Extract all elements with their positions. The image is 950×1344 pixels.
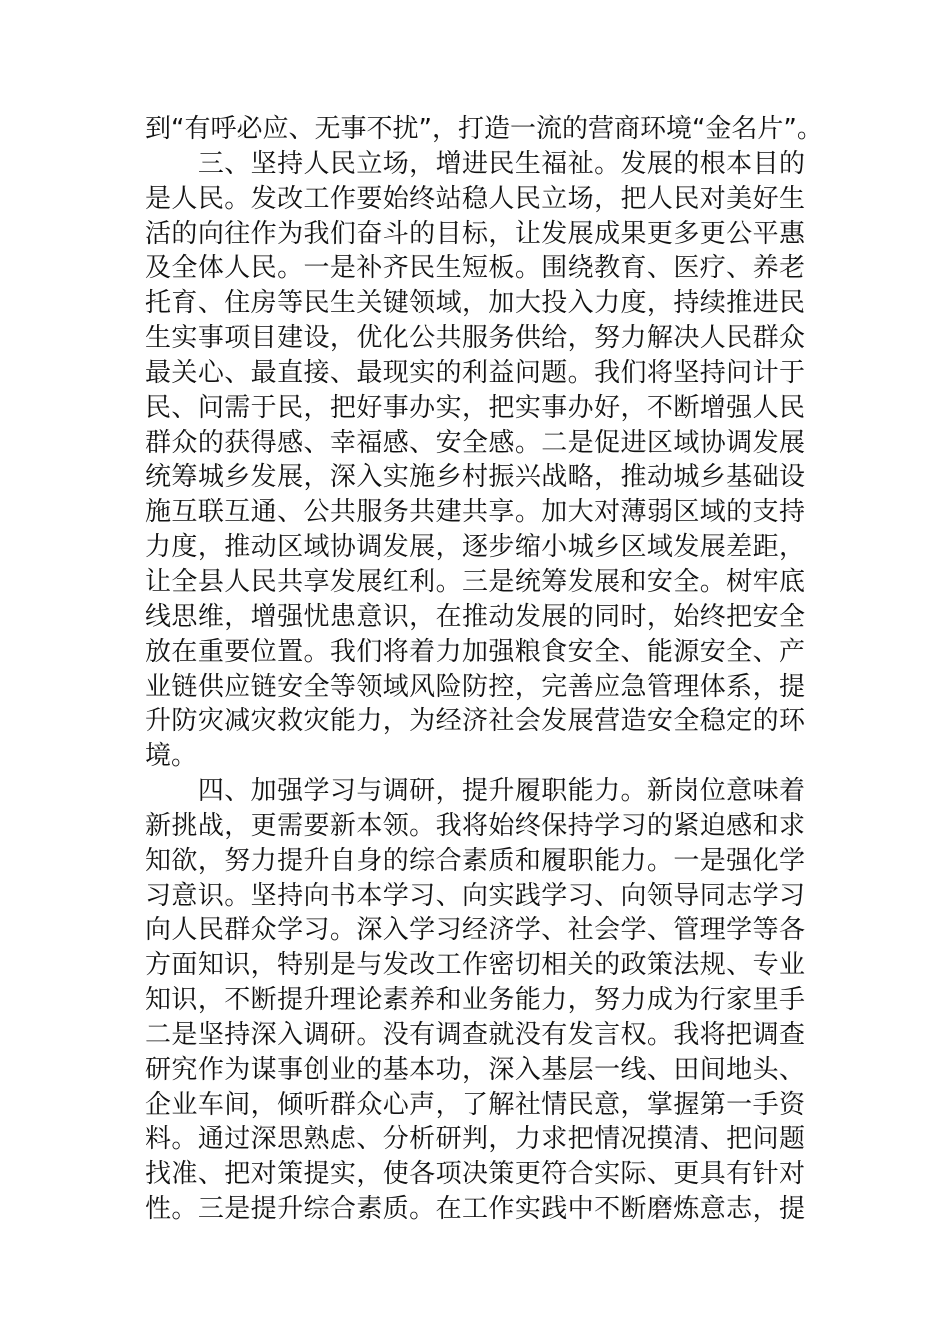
text-line: 放在重要位置。我们将着力加强粮食安全、能源安全、产: [145, 636, 805, 667]
text-line: 知欲，努力提升自身的综合素质和履职能力。一是强化学: [145, 845, 805, 876]
text-line: 升防灾减灾救灾能力，为经济社会发展营造安全稳定的环: [145, 706, 805, 737]
text-line: 境。: [145, 741, 198, 772]
text-line: 生实事项目建设，优化公共服务供给，努力解决人民群众: [145, 323, 805, 354]
text-line: 研究作为谋事创业的基本功，深入基层一线、田间地头、: [145, 1054, 805, 1085]
text-line: 民、问需于民，把好事办实，把实事办好，不断增强人民: [145, 392, 805, 423]
text-line: 群众的获得感、幸福感、安全感。二是促进区域协调发展: [145, 427, 805, 458]
text-line: 统筹城乡发展，深入实施乡村振兴战略，推动城乡基础设: [145, 462, 805, 493]
text-line: 及全体人民。一是补齐民生短板。围绕教育、医疗、养老: [145, 253, 805, 284]
text-line: 知识，不断提升理论素养和业务能力，努力成为行家里手: [145, 985, 805, 1016]
text-line: 企业车间，倾听群众心声，了解社情民意，掌握第一手资: [145, 1089, 805, 1120]
text-line: 向人民群众学习。深入学习经济学、社会学、管理学等各: [145, 915, 805, 946]
text-line: 找准、把对策提实，使各项决策更符合实际、更具有针对: [145, 1159, 805, 1190]
text-line: 四、加强学习与调研，提升履职能力。新岗位意味着: [145, 776, 805, 807]
text-line: 让全县人民共享发展红利。三是统筹发展和安全。树牢底: [145, 566, 805, 597]
text-line: 习意识。坚持向书本学习、向实践学习、向领导同志学习: [145, 880, 805, 911]
text-line: 三、坚持人民立场，增进民生福祉。发展的根本目的: [145, 148, 805, 179]
text-line: 料。通过深思熟虑、分析研判，力求把情况摸清、把问题: [145, 1124, 805, 1155]
text-line: 性。三是提升综合素质。在工作实践中不断磨炼意志，提: [145, 1194, 805, 1225]
text-line: 施互联互通、公共服务共建共享。加大对薄弱区域的支持: [145, 497, 805, 528]
text-line: 新挑战，更需要新本领。我将始终保持学习的紧迫感和求: [145, 810, 805, 841]
text-line: 力度，推动区域协调发展，逐步缩小城乡区域发展差距，: [145, 532, 805, 563]
text-line: 二是坚持深入调研。没有调查就没有发言权。我将把调查: [145, 1019, 805, 1050]
document-body: [145, 112, 823, 1227]
text-line: 最关心、最直接、最现实的利益问题。我们将坚持问计于: [145, 357, 805, 388]
text-line: 是人民。发改工作要始终站稳人民立场，把人民对美好生: [145, 183, 805, 214]
text-line: 托育、住房等民生关键领域，加大投入力度，持续推进民: [145, 288, 805, 319]
text-line: 方面知识，特别是与发改工作密切相关的政策法规、专业: [145, 950, 805, 981]
text-line: 活的向往作为我们奋斗的目标，让发展成果更多更公平惠: [145, 218, 805, 249]
text-line: 线思维，增强忧患意识，在推动发展的同时，始终把安全: [145, 601, 805, 632]
text-line: 业链供应链安全等领域风险防控，完善应急管理体系，提: [145, 671, 805, 702]
text-line: 到“有呼必应、无事不扰”，打造一流的营商环境“金名片”。: [145, 114, 823, 144]
